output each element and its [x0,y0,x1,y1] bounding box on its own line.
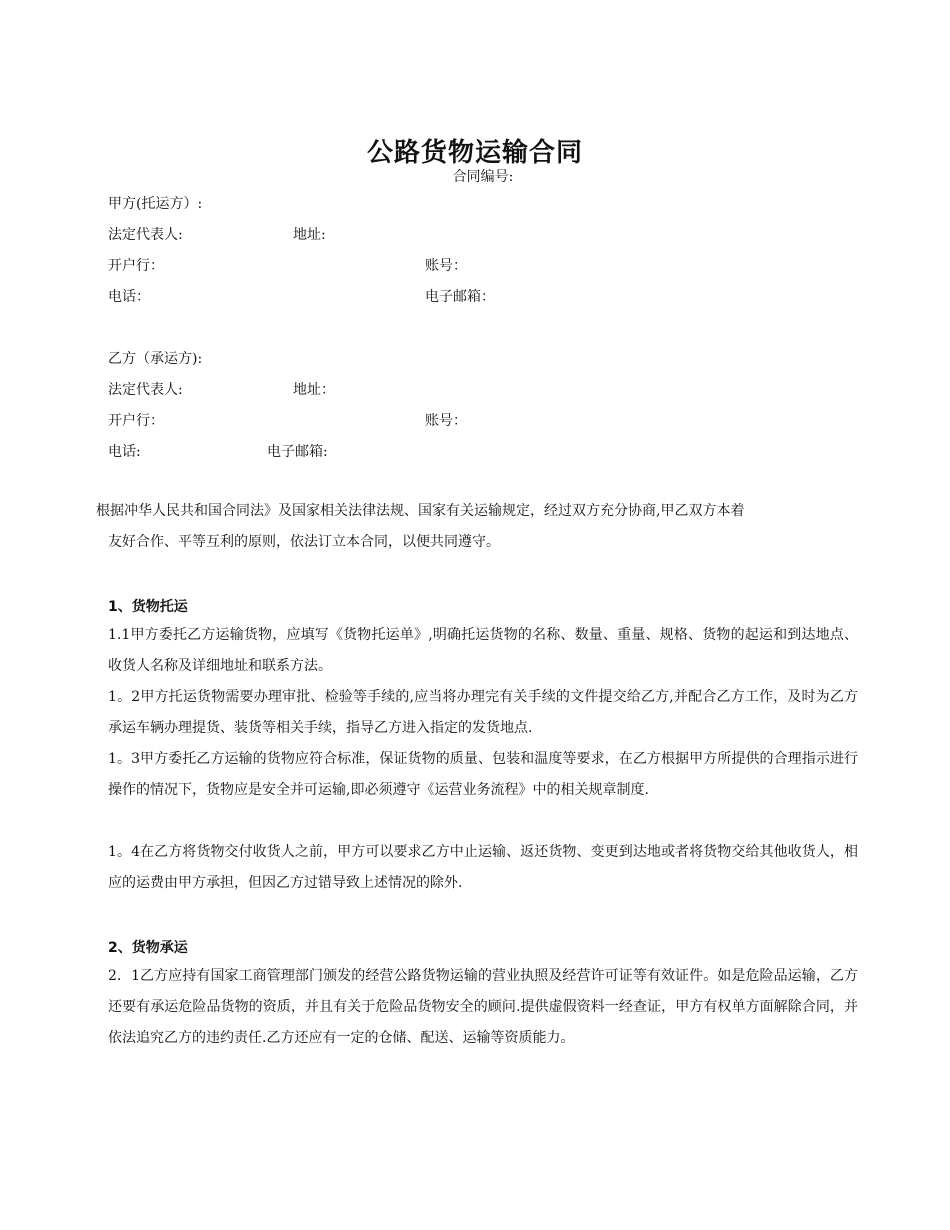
section-1-1-paragraph: 1.1甲方委托乙方运输货物，应填写《货物托运单》,明确托运货物的名称、数量、重量、规格、货物的起运和到达地点、收货人名称及详细地址和联系方法。 [108,627,858,674]
section-2-heading: 2、货物承运 [108,940,188,956]
document-title: 公路货物运输合同 [366,138,583,168]
party-b-email: 电子邮箱: [267,444,328,460]
party-b-bank: 开户行： [108,413,164,429]
section-1-4-paragraph: 1。4在乙方将货物交付收货人之前，甲方可以要求乙方中止运输、返还货物、变更到达地或者将货物交给其他收货人，相应的运费由甲方承担，但因乙方过错导致上述情况的除外. [108,844,858,891]
intro-line-1: 根据冲华人民共和国合同法》及国家相关法律法规、国家有关运输规定，经过双方充分协商,甲乙双方本着 [96,503,745,519]
party-b-phone: 电话: [108,444,141,460]
party-a-phone: 电话： [108,289,150,305]
party-a-email: 电子邮箱： [425,289,495,305]
section-1-heading: 1、货物托运 [108,599,188,615]
party-b-account: 账号： [425,413,467,429]
party-a-bank: 开户行： [108,258,164,274]
party-a-address: 地址: [293,227,326,243]
party-b-legal-rep: 法定代表人: [108,382,183,398]
party-b-address: 地址： [293,382,335,398]
contract-number-label: 合同编号: [452,169,514,185]
intro-paragraph [96,496,858,558]
party-a-legal-rep: 法定代表人: [108,227,183,243]
intro-line-2: 友好合作、平等互利的原则，依法订立本合同，以便共同遵守。 [108,534,500,550]
party-a-account: 账号： [425,258,467,274]
section-2-1-paragraph: 2．1乙方应持有国家工商管理部门颁发的经营公路货物运输的营业执照及经营许可证等有效证件。如是危险品运输，乙方还要有承运危险品货物的资质，并且有关于危险品货物安全的顾问.提供虚假资料一经查证，甲方有权单方面解除合同，并依法追究乙方的违约责任.乙方还应有一定的仓储、配送、运输等资质能力。 [108,968,858,1046]
party-b-heading: 乙方（承运方): [108,351,203,367]
section-1-3-paragraph: 1。3甲方委托乙方运输的货物应符合标准，保证货物的质量、包装和温度等要求，在乙方根据甲方所提供的合理指示进行操作的情况下，货物应是安全并可运输,即必须遵守《运营业务流程》中的相关规章制度. [108,751,858,798]
section-1-2-paragraph: 1。2甲方托运货物需要办理审批、检验等手续的,应当将办理完有关手续的文件提交给乙方,并配合乙方工作，及时为乙方承运车辆办理提货、装货等相关手续，指导乙方进入指定的发货地点. [108,689,858,736]
party-a-heading: 甲方(托运方）: [108,196,203,212]
